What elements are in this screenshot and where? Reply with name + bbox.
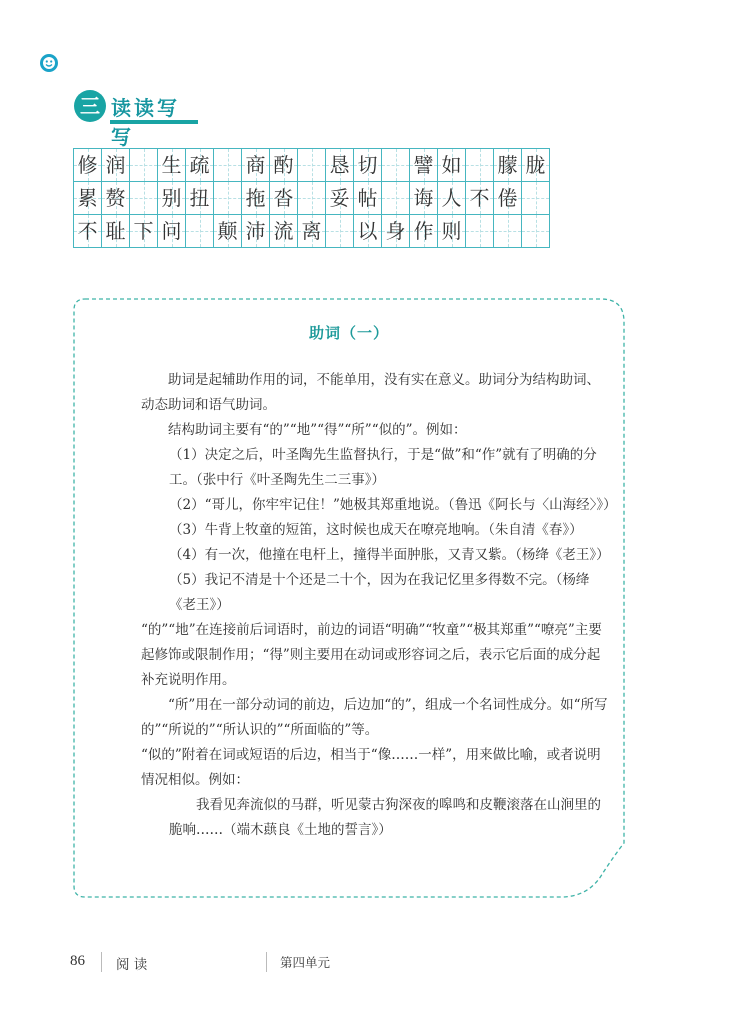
grid-cell: [213, 149, 241, 181]
grid-character: 下: [133, 219, 154, 243]
grid-cell: [521, 215, 550, 247]
grammar-note-box: [73, 298, 625, 898]
grid-character: 颠: [217, 219, 238, 243]
grid-character: 不: [469, 186, 490, 210]
grid-cell: [269, 182, 297, 214]
grid-cell: [409, 182, 437, 214]
grid-character: 累: [77, 186, 98, 210]
grid-character: 商: [245, 153, 266, 177]
explanation-de-di-de: “的”“地”在连接前后词语时，前边的词语“明确”“牧童”“极其郑重”“嘹亮”主要起修饰或限制作用；“得”则主要用在动词或形容词之后，表示它后面的成分起补充说明作用。: [141, 622, 602, 688]
grid-cell: [129, 215, 157, 247]
grid-cell: [325, 149, 353, 181]
grid-character: 朦: [497, 153, 518, 177]
word-practice-grid: [73, 148, 550, 248]
grid-cell: [73, 182, 101, 214]
grid-cell: [185, 182, 213, 214]
grid-cell: [409, 149, 437, 181]
grid-cell: [381, 149, 409, 181]
grid-cell: [129, 149, 157, 181]
grid-character: 切: [357, 153, 378, 177]
grid-character: 酌: [273, 153, 294, 177]
grid-character: 作: [413, 219, 434, 243]
grid-cell: [381, 215, 409, 247]
grid-character: 不: [77, 219, 98, 243]
structure-particles-paragraph: 结构助词主要有“的”“地”“得”“所”“似的”。例如：: [168, 422, 467, 438]
page-number: 86: [70, 953, 85, 969]
grid-character: 胧: [525, 153, 546, 177]
explanation-shide: “似的”附着在词或短语的后边，相当于“像……一样”，用来做比喻，或者说明情况相似。例如：: [141, 747, 601, 788]
grid-character: 譬: [413, 153, 434, 177]
footer-section: 阅 读: [116, 957, 148, 973]
grid-cell: [465, 182, 493, 214]
smiley-icon: [39, 53, 59, 73]
grid-cell: [353, 182, 381, 214]
grid-row: [73, 214, 550, 248]
grid-cell: [129, 182, 157, 214]
box-title: 助词（一）: [308, 324, 389, 342]
grid-character: 倦: [497, 186, 518, 210]
grid-character: 沛: [245, 219, 266, 243]
grid-character: 别: [161, 186, 182, 210]
grid-cell: [73, 215, 101, 247]
grid-cell: [437, 149, 465, 181]
quote-example: 我看见奔流似的马群，听见蒙古狗深夜的嗥鸣和皮鞭滚落在山涧里的脆响……（端木蕻良《土地的誓言》）: [169, 797, 601, 838]
section-header: [74, 90, 199, 149]
grid-cell: [185, 149, 213, 181]
footer-divider: [101, 952, 102, 972]
grid-character: 如: [441, 153, 462, 177]
grid-cell: [269, 215, 297, 247]
grid-character: 恳: [329, 153, 350, 177]
grid-cell: [269, 149, 297, 181]
grid-cell: [157, 149, 185, 181]
grid-character: 人: [441, 186, 462, 210]
grid-cell: [353, 215, 381, 247]
explanation-suo: “所”用在一部分动词的前边，后边加“的”，组成一个名词性成分。如“所写的”“所说的”“所认识的”“所面临的”等。: [141, 697, 608, 738]
grid-character: 身: [385, 219, 406, 243]
grid-cell: [297, 215, 325, 247]
grid-row: [73, 148, 550, 181]
grid-cell: [101, 149, 129, 181]
grid-cell: [381, 182, 409, 214]
grid-cell: [437, 182, 465, 214]
grid-cell: [241, 182, 269, 214]
grid-character: 耻: [105, 219, 126, 243]
grid-cell: [241, 149, 269, 181]
grid-cell: [157, 182, 185, 214]
grid-cell: [185, 215, 213, 247]
grid-cell: [101, 182, 129, 214]
box-body: [141, 368, 617, 843]
grid-character: 以: [357, 219, 378, 243]
grid-cell: [353, 149, 381, 181]
grid-character: 扭: [189, 186, 210, 210]
grid-cell: [493, 182, 521, 214]
grid-cell: [493, 149, 521, 181]
grid-cell: [521, 149, 550, 181]
grid-cell: [213, 215, 241, 247]
grid-cell: [297, 149, 325, 181]
grid-character: 离: [301, 219, 322, 243]
grid-cell: [409, 215, 437, 247]
example-1: （1）决定之后，叶圣陶先生监督执行，于是“做”和“作”就有了明确的分工。（张中行《叶圣陶先生二三事》）: [169, 447, 597, 488]
example-3: （3）牛背上牧童的短笛，这时候也成天在嘹亮地响。（朱自清《春》）: [169, 522, 583, 538]
grid-character: 问: [161, 219, 182, 243]
grid-cell: [297, 182, 325, 214]
section-title: 读读写写: [111, 96, 180, 149]
section-underline: [110, 120, 198, 124]
grid-cell: [101, 215, 129, 247]
example-4: （4）有一次，他撞在电杆上，撞得半面肿胀，又青又紫。（杨绛《老王》）: [169, 547, 610, 563]
grid-character: 帖: [357, 186, 378, 210]
grid-cell: [73, 149, 101, 181]
grid-character: 疏: [189, 153, 210, 177]
example-2: （2）“哥儿，你牢牢记住！”她极其郑重地说。（鲁迅《阿长与〈山海经〉》）: [169, 497, 617, 513]
grid-cell: [241, 215, 269, 247]
grid-character: 妥: [329, 186, 350, 210]
grid-cell: [465, 149, 493, 181]
grid-cell: [521, 182, 550, 214]
grid-character: 流: [273, 219, 294, 243]
grid-character: 沓: [273, 186, 294, 210]
grid-cell: [437, 215, 465, 247]
grid-character: 诲: [413, 186, 434, 210]
footer-unit: 第四单元: [280, 955, 331, 970]
example-5: （5）我记不清是十个还是二十个，因为在我记忆里多得数不完。（杨绛《老王》）: [169, 572, 590, 613]
grid-cell: [493, 215, 521, 247]
grid-character: 拖: [245, 186, 266, 210]
grid-character: 生: [161, 153, 182, 177]
grid-cell: [325, 182, 353, 214]
grid-character: 润: [105, 153, 126, 177]
grid-cell: [157, 215, 185, 247]
grid-cell: [213, 182, 241, 214]
grid-cell: [325, 215, 353, 247]
grid-cell: [465, 215, 493, 247]
grid-character: 赘: [105, 186, 126, 210]
grid-character: 则: [441, 219, 462, 243]
footer-divider: [266, 952, 267, 972]
intro-paragraph: 助词是起辅助作用的词，不能单用，没有实在意义。助词分为结构助词、动态助词和语气助词。: [141, 372, 600, 413]
grid-row: [73, 181, 550, 214]
section-number-badge: 三: [74, 90, 106, 122]
grid-character: 修: [77, 153, 98, 177]
